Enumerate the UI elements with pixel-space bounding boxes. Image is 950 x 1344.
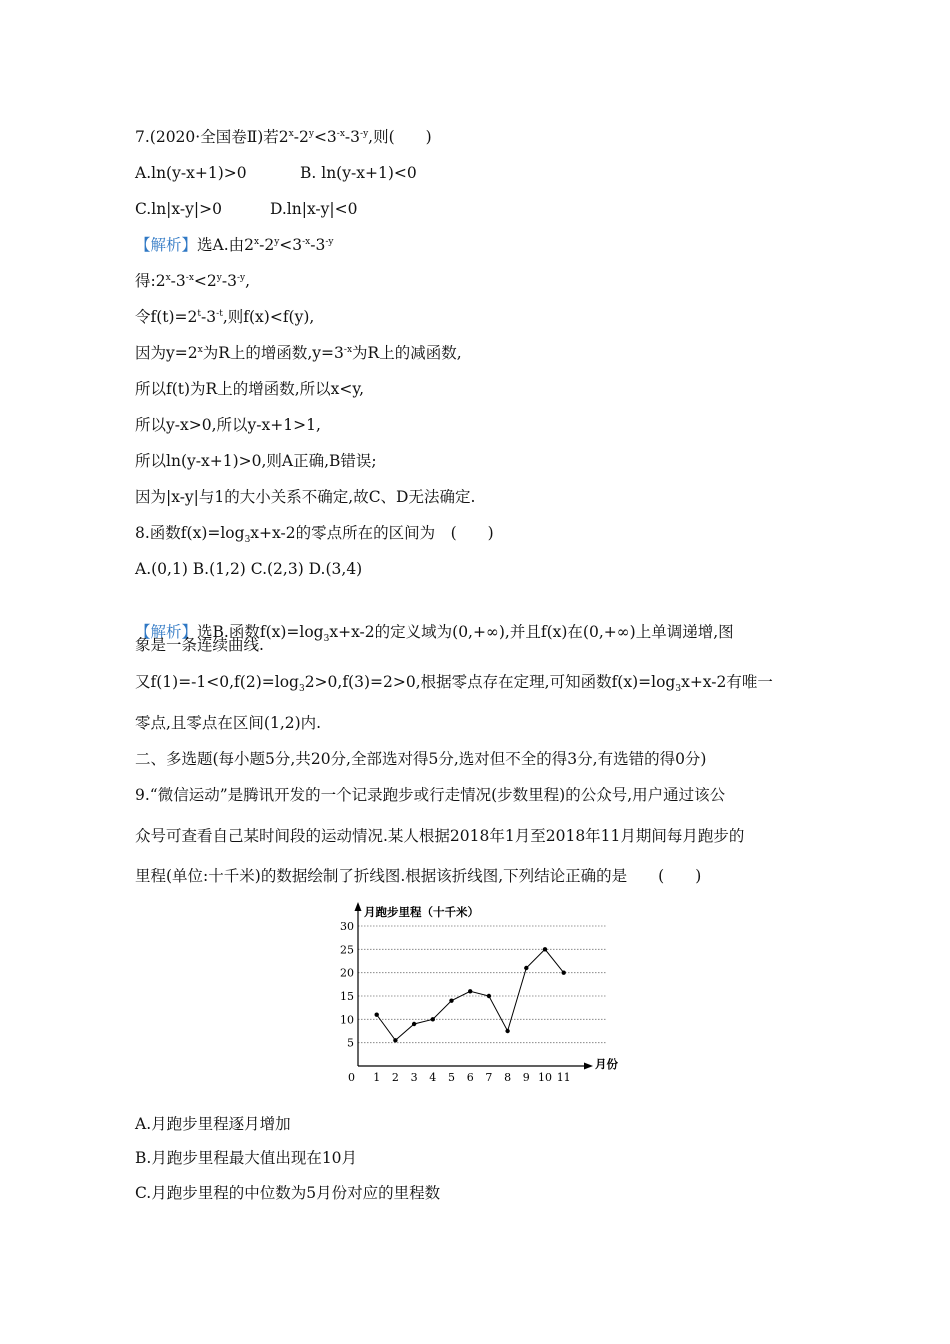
- q8-solution-1: 【解析】选B.函数$f(x)=\log_3x+x-2$的定义域为(0,+∞),并且f(x)在(0,+∞)上单调递增,图: [135, 623, 734, 645]
- q7-option-d: D.ln|x-y|<0: [270, 200, 358, 218]
- x-tick-label: 10: [538, 1071, 552, 1084]
- q7-solution-2: 得$:2^x-3^{-x}<2^y-3^{-y}$,: [135, 272, 251, 290]
- y-tick-label: 25: [340, 943, 354, 957]
- series-points: [375, 947, 566, 1042]
- y-tick-label: 20: [340, 966, 354, 980]
- x-tick-labels: [373, 1071, 570, 1084]
- x-tick-label: 3: [410, 1071, 418, 1084]
- q7-solution-6: 所以y-x>0,所以y-x+1>1,: [135, 416, 321, 434]
- q7-options-ab: [135, 163, 417, 183]
- data-point: [562, 970, 566, 974]
- data-point: [487, 994, 491, 998]
- x-tick-label: 1: [373, 1071, 381, 1084]
- data-point: [431, 1017, 435, 1021]
- data-point: [543, 947, 547, 951]
- q9-stem-2: 众号可查看自己某时间段的运动情况.某人根据2018年1月至2018年11月期间每月跑步的: [135, 827, 745, 845]
- origin-label: 0: [348, 1071, 355, 1084]
- x-axis-arrow: [584, 1063, 593, 1070]
- x-tick-label: 6: [466, 1071, 474, 1084]
- x-tick-label: 2: [391, 1071, 399, 1084]
- solution-tag: 【解析】: [135, 236, 198, 254]
- data-point: [375, 1012, 379, 1016]
- data-point: [449, 998, 453, 1002]
- q9-option-b: B.月跑步里程最大值出现在10月: [135, 1149, 358, 1167]
- q7-solution-1: 【解析】选A.由$2^x-2^y<3^{-x}-3^{-y}$: [135, 236, 334, 254]
- chart-grid: [358, 926, 607, 1043]
- series-line: [377, 949, 564, 1040]
- data-point: [505, 1029, 509, 1033]
- y-tick-label: 15: [340, 990, 354, 1003]
- q7-option-a: A.ln(y-x+1)>0: [135, 164, 247, 182]
- x-tick-label: 11: [556, 1071, 571, 1084]
- q9-option-c: C.月跑步里程的中位数为5月份对应的里程数: [135, 1184, 441, 1202]
- x-tick-label: 4: [429, 1071, 437, 1084]
- chart-title: 月跑步里程（十千米）: [364, 905, 479, 919]
- section-heading: 二、多选题(每小题5分,共20分,全部选对得5分,选对但不全的得3分,有选错的得0分): [135, 750, 707, 768]
- q7-options-cd: [135, 199, 358, 219]
- q8-solution-4: 零点,且零点在区间(1,2)内.: [135, 714, 322, 732]
- solution-tag: 【解析】: [135, 623, 198, 641]
- x-tick-label: 8: [504, 1071, 512, 1084]
- q7-solution-8: 因为|x-y|与1的大小关系不确定,故C、D无法确定.: [135, 488, 476, 506]
- q7-solution-3: 令$f(t)=2^t-3^{-t}$,则f(x)<f(y),: [135, 308, 315, 326]
- data-point: [412, 1022, 416, 1026]
- y-tick-label: 5: [347, 1036, 354, 1050]
- q8-solution-3: 又$f(1)=-1<0,f(2)=\log_32>0,f(3)=2>0$,根据零点存在定理,可知函数$f(x)=\log_3x+x-2$有唯一: [135, 673, 773, 695]
- q7-title: 7.(2020·全国卷Ⅱ)若$2^x-2^y<3^{-x}-3^{-y}$,则( ): [135, 128, 432, 146]
- q7-solution-5: 所以f(t)为R上的增函数,所以x<y,: [135, 380, 365, 398]
- q7-solution-7: 所以ln(y-x+1)>0,则A正确,B错误;: [135, 452, 377, 470]
- y-tick-labels: [340, 920, 354, 1050]
- q7-option-b: B. ln(y-x+1)<0: [300, 164, 417, 182]
- data-point: [524, 966, 528, 970]
- x-tick-label: 9: [522, 1071, 530, 1084]
- q9-stem-3: 里程(单位:十千米)的数据绘制了折线图.根据该折线图,下列结论正确的是 ( ): [135, 867, 702, 885]
- q8-options: A.(0,1) B.(1,2) C.(2,3) D.(3,4): [135, 560, 363, 578]
- y-tick-label: 30: [340, 920, 354, 933]
- q7-solution-4: 因为$y=2^x$为R上的增函数$,y=3^{-x}$为R上的减函数,: [135, 344, 462, 362]
- q7-option-c: C.ln|x-y|>0: [135, 200, 222, 218]
- x-tick-label: 7: [485, 1071, 493, 1084]
- q8-title: 8.函数$f(x)=\log_3x+x-2$的零点所在的区间为 ( ): [135, 524, 494, 546]
- running-mileage-chart: [320, 898, 630, 1084]
- x-axis-label: 月份: [595, 1057, 618, 1071]
- x-tick-label: 5: [448, 1071, 455, 1084]
- y-axis-arrow: [355, 902, 362, 911]
- y-tick-label: 10: [340, 1013, 354, 1027]
- q9-option-a: A.月跑步里程逐月增加: [135, 1115, 291, 1133]
- q8-solution-2: 象是一条连续曲线.: [135, 636, 264, 654]
- data-point: [468, 989, 472, 993]
- data-point: [393, 1038, 397, 1042]
- q9-stem-1: 9.“微信运动”是腾讯开发的一个记录跑步或行走情况(步数里程)的公众号,用户通过该公: [135, 786, 726, 804]
